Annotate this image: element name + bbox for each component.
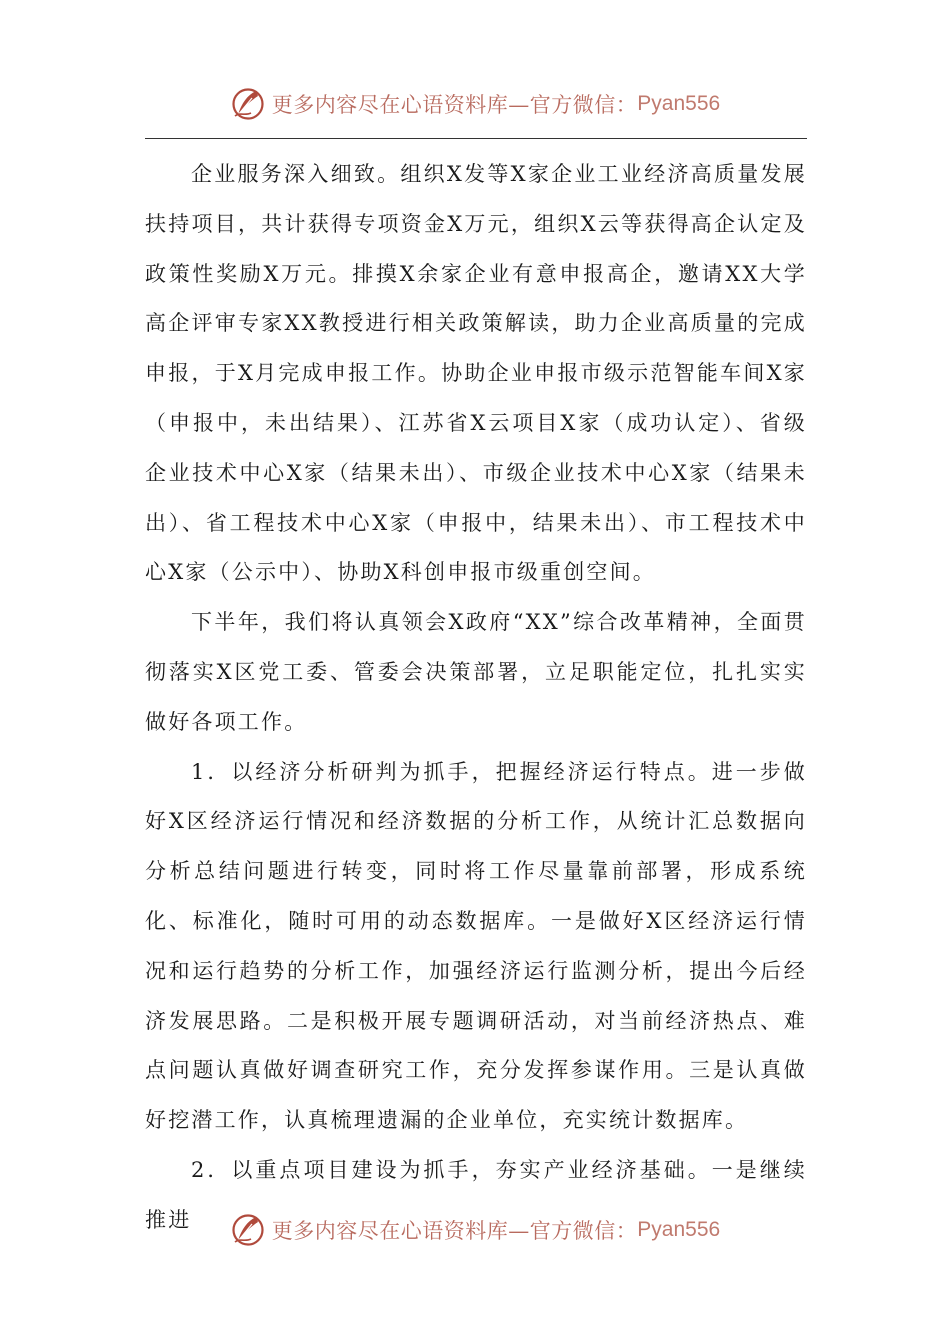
banner-title: 更多内容尽在心语资料库—官方微信： xyxy=(271,93,638,117)
header-banner xyxy=(0,82,950,126)
footer-banner-title: 更多内容尽在心语资料库—官方微信： xyxy=(271,1219,638,1243)
quill-pen-logo-icon xyxy=(230,1212,266,1248)
footer-banner xyxy=(0,1208,950,1252)
banner-wechat-id: Pyan556 xyxy=(637,92,721,115)
paragraph-item-1-economic-analysis: 1．以经济分析研判为抓手，把握经济运行特点。进一步做好X区经济运行情况和经济数据的分析工作，从统计汇总数据向分析总结问题进行转变，同时将工作尽量靠前部署，形成系统化、标准化，随时可用的动态数据库。一是做好X区经济运行情况和运行趋势的分析工作，加强经济运行监测分析，提出今后经济发展思路。二是积极开展专题调研活动，对当前经济热点、难点问题认真做好调查研究工作，充分发挥参谋作用。三是认真做好挖潜工作，认真梳理遗漏的企业单位，充实统计数据库。 xyxy=(145,759,807,1133)
document-body xyxy=(145,150,807,1246)
paragraph-second-half-plan: 下半年，我们将认真领会X政府“XX”综合改革精神，全面贯彻落实X区党工委、管委会决策部署，立足职能定位，扎扎实实做好各项工作。 xyxy=(145,610,807,734)
footer-banner-wechat-id: Pyan556 xyxy=(637,1218,721,1241)
paragraph-item-2-key-projects: 2．以重点项目建设为抓手，夯实产业经济基础。一是继续推进 xyxy=(145,1157,807,1232)
header-divider xyxy=(145,138,807,139)
paragraph-enterprise-services: 企业服务深入细致。组织X发等X家企业工业经济高质量发展扶持项目，共计获得专项资金X万元，组织X云等获得高企认定及政策性奖励X万元。排摸X余家企业有意申报高企，邀请XX大学高企评审专家XX教授进行相关政策解读，助力企业高质量的完成申报，于X月完成申报工作。协助企业申报市级示范智能车间X家（申报中，未出结果）、江苏省X云项目X家（成功认定）、省级企业技术中心X家（结果未出）、市级企业技术中心X家（结果未出）、省工程技术中心X家（申报中，结果未出）、市工程技术中心X家（公示中）、协助X科创申报市级重创空间。 xyxy=(145,162,807,585)
quill-pen-logo-icon xyxy=(230,86,266,122)
